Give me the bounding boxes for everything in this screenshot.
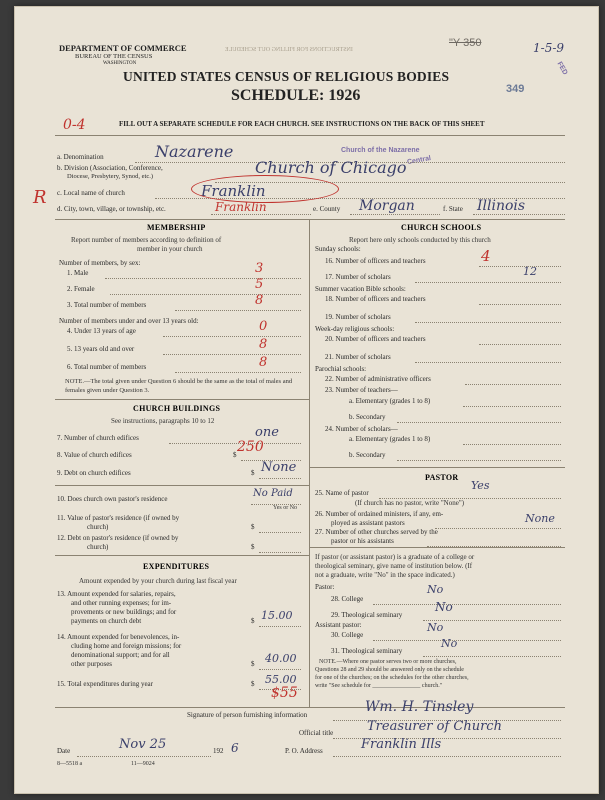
q24-label: 24. Number of scholars— [325, 425, 398, 433]
pastor-note-4: write "See schedule for ________________ church." [315, 683, 443, 689]
dotted-line [397, 460, 561, 461]
total-members-6-value: 8 [259, 355, 268, 370]
local-name-value: Franklin [201, 182, 266, 200]
dotted-line [435, 528, 561, 529]
local-name-label: c. Local name of church [57, 189, 125, 197]
county-label: e. County [313, 205, 341, 213]
red-margin-mark: R [33, 187, 47, 208]
dotted-line [423, 620, 561, 621]
edifice-debt-value: None [261, 460, 297, 475]
q13-line2: and other running expenses; for im- [71, 599, 172, 607]
dotted-line [479, 266, 561, 267]
q26-label-2: ployed as assistant pastors [331, 519, 405, 527]
dotted-line [163, 354, 301, 355]
q29-value: No [435, 600, 453, 614]
q11-label-2: church) [87, 523, 109, 531]
graduate-line1: If pastor (or assistant pastor) is a graduate of a college or [315, 553, 475, 561]
q13-line1: 13. Amount expended for salaries, repairs, [57, 590, 176, 598]
q23a-label: a. Elementary (grades 1 to 8) [349, 397, 431, 405]
pastor-title: PASTOR [425, 473, 459, 482]
q24b-label: b. Secondary [349, 451, 386, 459]
dotted-line [423, 656, 561, 657]
female-value: 5 [255, 277, 264, 292]
q11-label: 11. Value of pastor's residence (if owned by [57, 514, 180, 522]
dotted-line [259, 552, 301, 553]
q27-label: 27. Number of other churches served by the [315, 528, 438, 536]
department-heading: DEPARTMENT OF COMMERCE [59, 43, 187, 53]
q11-dollar: $ [251, 523, 255, 531]
pastor-note-3: for one of the churches; on the schedules for the other churches, [315, 675, 469, 681]
signature-label: Signature of person furnishing information [187, 711, 308, 719]
dotted-line [259, 626, 301, 627]
q28-label: 28. College [331, 595, 364, 603]
dotted-line [373, 640, 561, 641]
weekday-schools-label: Week-day religious schools: [315, 325, 395, 333]
q16-value: 4 [481, 247, 491, 265]
pastor-note-2: Questions 28 and 29 should be answered only on the schedule [315, 667, 464, 673]
pastor-note-1: NOTE.—Where one pastor serves two or more churches, [319, 659, 457, 665]
state-label: f. State [443, 205, 463, 213]
dotted-line [110, 294, 301, 295]
q15-dollar: $ [251, 680, 255, 688]
dotted-line [415, 322, 561, 323]
q25-label: 25. Name of pastor [315, 489, 369, 497]
fed-stamp: FED [555, 60, 569, 77]
total-members-6-label: 6. Total number of members [67, 363, 147, 371]
mirrored-backside-text: INSTRUCTIONS FOR FILLING OUT SCHEDULE [225, 47, 353, 53]
section-divider [55, 399, 309, 400]
dotted-line [259, 478, 301, 479]
pastor-label: Pastor: [315, 583, 335, 591]
red-code: 0-4 [63, 117, 86, 133]
q24a-label: a. Elementary (grades 1 to 8) [349, 435, 431, 443]
dotted-line [465, 384, 561, 385]
dotted-line [163, 336, 301, 337]
q14-dollar: $ [251, 660, 255, 668]
yes-no-hint: Yes or No [273, 505, 298, 511]
q14-value: 40.00 [265, 652, 297, 665]
section-divider [309, 547, 565, 548]
dotted-line [415, 282, 561, 283]
dotted-line [105, 278, 301, 279]
county-line [350, 214, 440, 215]
divider [55, 135, 565, 136]
male-label: 1. Male [67, 269, 89, 277]
q23-label: 23. Number of teachers— [325, 386, 398, 394]
dotted-line [397, 422, 561, 423]
graduate-line3: not a graduate, write "No" in the space indicated.) [315, 571, 455, 579]
year-prefix: 192 [213, 747, 224, 755]
q19-label: 19. Number of scholars [325, 313, 391, 321]
edifices-value: one [255, 425, 279, 440]
edifice-dollar: $ [233, 451, 237, 459]
date-label: Date [57, 747, 71, 755]
dotted-line [373, 604, 561, 605]
membership-sub2: member in your church [137, 245, 203, 253]
q30-value: No [427, 621, 444, 634]
buildings-sub: See instructions, paragraphs 10 to 12 [111, 417, 215, 425]
q15-label: 15. Total expenditures during year [57, 680, 153, 688]
q25-note: (If church has no pastor, write "None") [355, 499, 465, 507]
instruction-line: FILL OUT A SEPARATE SCHEDULE FOR EACH CHURCH. SEE INSTRUCTIONS ON THE BACK OF THIS SHEET [119, 120, 485, 128]
buildings-title: CHURCH BUILDINGS [133, 404, 221, 413]
column-divider [309, 219, 310, 707]
city-heading: WASHINGTON [103, 61, 137, 66]
expenditures-sub: Amount expended by your church during last fiscal year [79, 577, 237, 585]
division-label-2: Diocese, Presbytery, Synod, etc.) [67, 173, 154, 180]
upper-stamp: "Y 350 [449, 37, 482, 49]
q21-label: 21. Number of scholars [325, 353, 391, 361]
q13-dollar: $ [251, 617, 255, 625]
central-stamp: Central [406, 154, 432, 167]
section-divider [55, 485, 309, 486]
q29-label: 29. Theological seminary [331, 611, 403, 619]
schools-sub: Report here only schools conducted by this church [349, 236, 491, 244]
dotted-line [333, 756, 561, 757]
signature-value: Wm. H. Tinsley [365, 699, 474, 715]
q27-label-2: pastor or his assistants [331, 537, 394, 545]
division-value: Church of Chicago [255, 158, 407, 177]
section-divider [309, 467, 565, 468]
q12-label-2: church) [87, 543, 109, 551]
city-label: d. City, town, village, or township, etc. [57, 205, 166, 213]
city-value: Franklin [215, 200, 267, 214]
under-13-label: 4. Under 13 years of age [67, 327, 136, 335]
q26-value: None [525, 512, 555, 525]
q31-label: 31. Theological seminary [331, 647, 403, 655]
dotted-line [463, 406, 561, 407]
print-number: 11—9024 [131, 761, 155, 767]
vacation-schools-label: Summer vacation Bible schools: [315, 285, 406, 293]
edifices-label: 7. Number of church edifices [57, 434, 139, 442]
q22-label: 22. Number of administrative officers [325, 375, 431, 383]
bureau-heading: BUREAU OF THE CENSUS [75, 53, 153, 60]
q23b-label: b. Secondary [349, 413, 386, 421]
membership-title: MEMBERSHIP [147, 223, 206, 232]
q13-line4: payments on church debt [71, 617, 142, 625]
q12-label: 12. Debt on pastor's residence (if owned by [57, 534, 179, 542]
state-value: Illinois [477, 198, 526, 214]
q12-dollar: $ [251, 543, 255, 551]
q18-label: 18. Number of officers and teachers [325, 295, 426, 303]
q16-label: 16. Number of officers and teachers [325, 257, 426, 265]
debt-dollar: $ [251, 469, 255, 477]
under-13-value: 0 [259, 319, 268, 334]
form-title: UNITED STATES CENSUS OF RELIGIOUS BODIES [123, 69, 450, 84]
address-value: Franklin Ills [361, 737, 442, 752]
denomination-value: Nazarene [155, 142, 234, 161]
dotted-line [463, 444, 561, 445]
total-members-value: 8 [255, 293, 264, 308]
q25-value: Yes [471, 479, 490, 492]
dotted-line [169, 443, 301, 444]
edifice-value: 250 [237, 439, 264, 455]
q10-value: No Paid [253, 488, 293, 499]
edifice-value-label: 8. Value of church edifices [57, 451, 132, 459]
form-number: 8—5518 a [57, 761, 83, 767]
q31-value: No [441, 637, 458, 650]
q26-label: 26. Number of ordained ministers, if any, em- [315, 510, 444, 518]
section-divider [55, 707, 565, 708]
census-schedule-page [14, 6, 599, 794]
total-members-label: 3. Total number of members [67, 301, 147, 309]
section-divider [55, 555, 309, 556]
graduate-line2: theological seminary, give name of institution below. (If [315, 562, 473, 570]
state-line [473, 214, 565, 215]
q15-red-total: $55 [271, 685, 298, 701]
dotted-line [175, 310, 301, 311]
membership-sub1: Report number of members according to definition of [71, 236, 222, 244]
under-over-label: Number of members under and over 13 years old: [59, 317, 199, 325]
dotted-line [77, 756, 211, 757]
membership-note: NOTE.—The total given under Question 6 should be the same as the total of males and females given under Question 3. [65, 378, 293, 394]
edifice-debt-label: 9. Debt on church edifices [57, 469, 131, 477]
q13-line3: provements or new buildings; and for [71, 608, 177, 616]
q10-label: 10. Does church own pastor's residence [57, 495, 168, 503]
title-label: Official title [299, 729, 334, 737]
parochial-schools-label: Parochial schools: [315, 365, 367, 373]
q14-line4: other purposes [71, 660, 113, 668]
over-13-value: 8 [259, 337, 268, 352]
schedule-title: SCHEDULE: 1926 [231, 87, 361, 104]
church-stamp: Church of the Nazarene [341, 147, 420, 154]
year-value: 6 [231, 741, 239, 755]
expenditures-title: EXPENDITURES [143, 562, 210, 571]
red-circle-mark [191, 175, 339, 203]
over-13-label: 5. 13 years old and over [67, 345, 135, 353]
members-by-sex-label: Number of members, by sex: [59, 259, 141, 267]
denomination-label: a. Denomination [57, 153, 104, 161]
city-line [211, 214, 311, 215]
q17-label: 17. Number of scholars [325, 273, 391, 281]
q14-line2: cluding home and foreign missions; for [71, 642, 182, 650]
title-value: Treasurer of Church [367, 719, 502, 734]
dotted-line [175, 372, 301, 373]
schools-title: CHURCH SCHOOLS [401, 223, 482, 232]
female-label: 2. Female [67, 285, 95, 293]
dotted-line [259, 669, 301, 670]
q15-value: 55.00 [265, 673, 297, 686]
division-label: b. Division (Association, Conference, [57, 164, 163, 172]
dotted-line [479, 304, 561, 305]
q20-label: 20. Number of officers and teachers [325, 335, 426, 343]
q30-label: 30. College [331, 631, 364, 639]
dotted-line [415, 362, 561, 363]
dotted-line [479, 344, 561, 345]
male-value: 3 [255, 261, 264, 276]
q17-value: 12 [523, 265, 537, 278]
dotted-line [259, 532, 301, 533]
date-value: Nov 25 [119, 737, 167, 752]
address-label: P. O. Address [285, 747, 323, 755]
section-divider [55, 219, 565, 220]
number-stamp: 349 [506, 83, 525, 95]
top-right-handwriting: 1-5-9 [533, 41, 565, 55]
assistant-label: Assistant pastor: [315, 621, 362, 629]
sunday-schools-label: Sunday schools: [315, 245, 361, 253]
q14-line3: denominational support; and for all [71, 651, 170, 659]
q28-value: No [427, 583, 444, 596]
q14-line1: 14. Amount expended for benevolences, in- [57, 633, 180, 641]
q13-value: 15.00 [261, 609, 293, 622]
county-value: Morgan [359, 198, 415, 214]
